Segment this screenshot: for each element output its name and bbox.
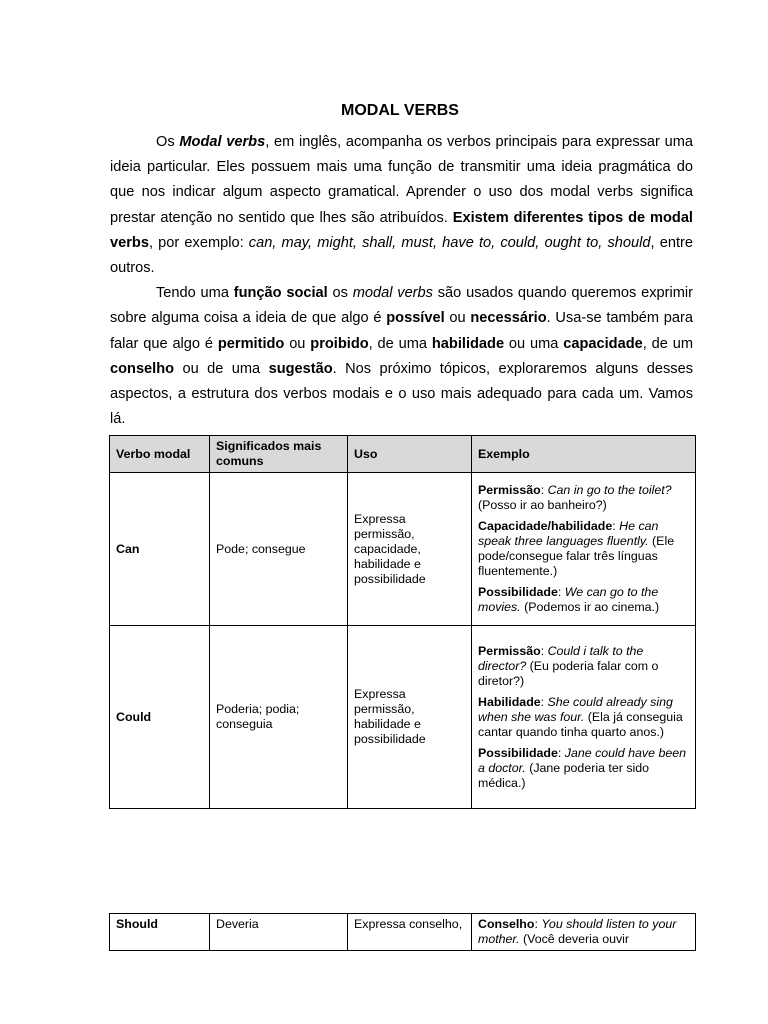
example-item: Permissão: Can in go to the toilet? (Posso ir ao banheiro?) <box>478 483 672 512</box>
example-label: Possibilidade <box>478 745 558 760</box>
use-cell: Expressa conselho, <box>348 914 472 951</box>
text-run: Modal verbs <box>179 134 266 150</box>
example-translation: (Posso ir ao banheiro?) <box>478 498 607 512</box>
use-cell: Expressa permissão, habilidade e possibilidade <box>348 626 472 809</box>
example-item: Capacidade/habilidade: He can speak three languages fluently. (Ele pode/consegue falar três línguas fluentemente.) <box>478 519 675 578</box>
paragraph-1 <box>110 130 693 281</box>
modal-verbs-table <box>109 435 696 809</box>
example-cell <box>472 473 696 626</box>
example-sentence: He can speak three languages fluently. <box>478 519 659 548</box>
example-item: Possibilidade: We can go to the movies. (Podemos ir ao cinema.) <box>478 585 660 614</box>
text-run: habilidade <box>431 335 505 352</box>
meaning-cell: Deveria <box>210 914 348 951</box>
example-translation: (Podemos ir ao cinema.) <box>520 600 660 614</box>
verb-cell: Should <box>110 914 210 951</box>
example-label: Capacidade/habilidade <box>478 519 613 533</box>
table-row <box>110 626 696 809</box>
example-item: Possibilidade: Jane could have been a doctor. (Jane poderia ter sido médica.) <box>478 745 687 790</box>
text-run: . Nos próximo tópicos, exploraremos alguns desses aspectos, a estrutura dos verbos modais e o uso mais adequado para cada um. Vamos lá. <box>110 360 693 428</box>
text-run: possível <box>386 310 445 327</box>
text-run: modal verbs <box>352 285 433 302</box>
text-run: capacidade <box>563 335 643 352</box>
example-sentence: Can in go to the toilet? <box>547 483 672 497</box>
text-run: proibido <box>310 335 369 352</box>
example-item: Permissão: Could i talk to the director? (Eu poderia falar com o diretor?) <box>478 643 659 688</box>
text-run: , de um <box>642 335 694 352</box>
example-label: Permissão <box>478 483 541 497</box>
header-significados: Significados mais comuns <box>210 436 348 473</box>
table-row <box>110 473 696 626</box>
table-header-row <box>110 436 696 473</box>
example-sentence: She could already sing when she was four. <box>478 694 673 724</box>
example-translation: (Eu poderia falar com o diretor?) <box>478 658 659 688</box>
paragraph-2 <box>110 281 693 432</box>
meaning-cell: Poderia; podia; conseguia <box>210 626 348 809</box>
example-cell: Conselho: You should listen to your mother. (Você deveria ouvir <box>472 914 696 951</box>
text-run: , entre outros. <box>110 234 693 277</box>
text-run: Tendo uma <box>156 285 234 302</box>
modal-verbs-table-continued <box>109 913 696 951</box>
text-run: conselho <box>110 360 175 377</box>
verb-cell: Could <box>110 626 210 809</box>
text-run: , por exemplo: <box>148 234 249 251</box>
example-item: Habilidade: She could already sing when she was four. (Ela já conseguia cantar quando tinha quarto anos.) <box>478 694 683 739</box>
example-cell <box>472 626 696 809</box>
header-exemplo: Exemplo <box>472 436 696 473</box>
text-run: função social <box>233 285 328 302</box>
header-uso: Uso <box>348 436 472 473</box>
example-sentence: We can go to the movies. <box>478 585 659 614</box>
example-label: Possibilidade <box>478 585 558 599</box>
example-translation: (Ele pode/consegue falar três línguas fluentemente.) <box>478 534 675 578</box>
example-label: Permissão <box>478 643 541 658</box>
example-sentence: Jane could have been a doctor. <box>478 745 687 775</box>
example-sentence: You should listen to your mother. <box>478 917 677 946</box>
meaning-cell: Pode; consegue <box>210 473 348 626</box>
verb-cell: Can <box>110 473 210 626</box>
intro-text <box>110 130 693 432</box>
example-label: Habilidade <box>478 694 541 709</box>
example-translation: (Você deveria ouvir <box>519 932 630 946</box>
text-run: Os <box>156 134 180 150</box>
text-run: , de uma <box>368 335 432 352</box>
text-run: ou de uma <box>174 360 269 377</box>
text-run: permitido <box>217 335 285 352</box>
page-title: MODAL VERBS <box>341 102 459 119</box>
example-translation: (Ela já conseguia cantar quando tinha quarto anos.) <box>478 709 683 739</box>
example-sentence: Could i talk to the director? <box>478 643 644 673</box>
text-run: Existem diferentes tipos de modal verbs <box>110 209 693 251</box>
text-run: sugestão <box>268 360 333 377</box>
example-label: Conselho <box>478 917 535 931</box>
use-cell: Expressa permissão, capacidade, habilidade e possibilidade <box>348 473 472 626</box>
text-run: ou <box>284 335 311 352</box>
text-run: ou <box>444 310 471 327</box>
text-run: necessário <box>470 310 547 327</box>
example-translation: (Jane poderia ter sido médica.) <box>478 760 650 790</box>
text-run: , em inglês, acompanha os verbos principais para expressar uma ideia particular. Eles possuem mais uma função de transmitir uma ideia pragmática do que nos indicar algum aspecto gramatical. Aprender o uso dos modal verbs significa prestar atenção no sentido que lhes são atribuídos. <box>110 134 694 226</box>
table-row <box>110 914 696 951</box>
header-verbo-modal: Verbo modal <box>110 436 210 473</box>
text-run: ou uma <box>504 335 564 352</box>
text-run: os <box>327 285 353 302</box>
text-run: can, may, might, shall, must, have to, could, ought to, should <box>248 234 651 251</box>
text-run: são usados quando queremos exprimir sobre alguma coisa a ideia de que algo é <box>110 285 693 327</box>
text-run: . Usa-se também para falar que algo é <box>110 310 694 352</box>
